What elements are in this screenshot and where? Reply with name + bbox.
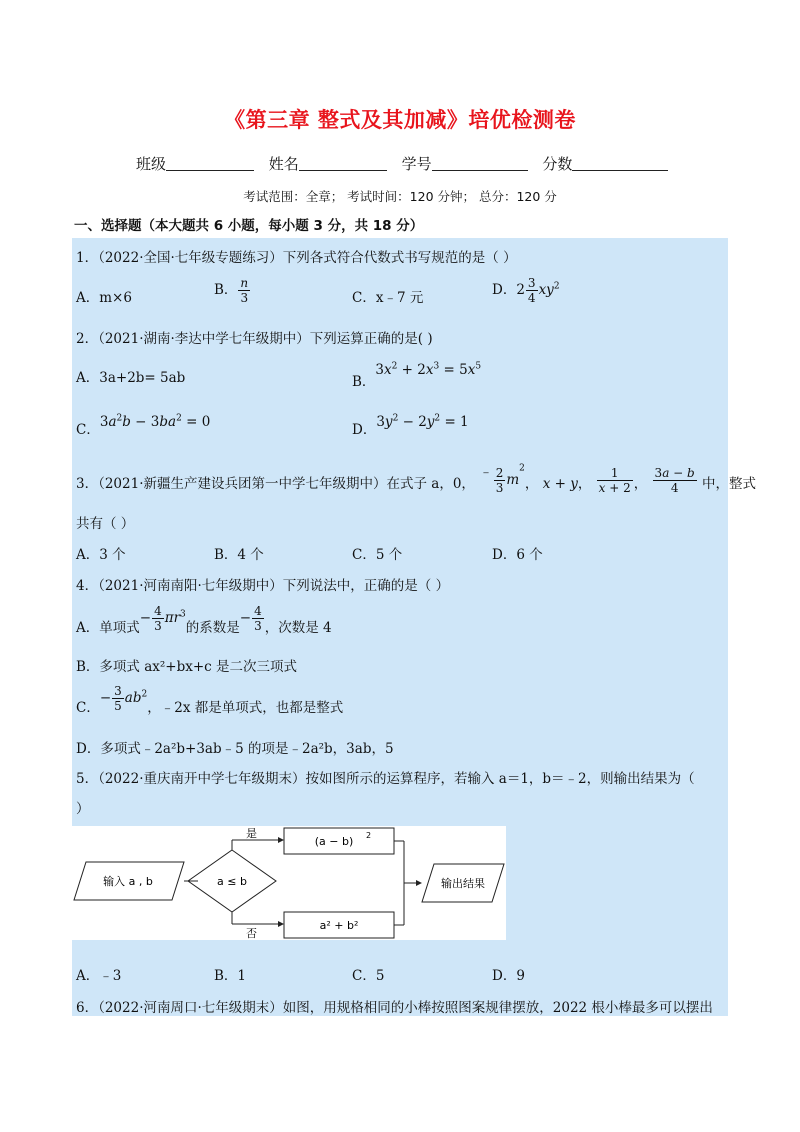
student-info-line xyxy=(136,153,678,174)
q4-option-c: C．− $\frac{3}{5}$ $ab^2$，﹣2x 都是单项式，也都是整式 xyxy=(76,684,344,716)
input-label: 输入 a , b xyxy=(103,875,153,888)
name-blank xyxy=(299,154,387,171)
no-box-label: a² + b² xyxy=(319,919,359,932)
q5-stem: 5．（2022·重庆南开中学七年级期末）按如图所示的运算程序，若输入 a＝1，b＝﹣2，则输出结果为（ xyxy=(76,771,695,787)
q1-option-b: B． $\frac{n}{3}$ xyxy=(214,276,249,305)
q5-stem-line2: ） xyxy=(76,801,90,817)
q1-option-c: C．x﹣7 元 xyxy=(352,290,424,306)
q1-option-a: A．m×6 xyxy=(76,290,132,306)
yes-label: 是 xyxy=(246,827,257,840)
class-blank xyxy=(166,154,254,171)
q5-option-c: C．5 xyxy=(352,968,385,984)
q4-option-d: D．多项式﹣2a²b+3ab﹣5 的项是﹣2a²b，3ab，5 xyxy=(76,741,394,757)
q3-option-a: A．3 个 xyxy=(76,547,126,563)
q3-stem-line2: 共有（ ） xyxy=(76,516,135,532)
condition-label: a ≤ b xyxy=(217,875,247,888)
q6-stem: 6．（2022·河南周口·七年级期末）如图，用规格相同的小棒按照图案规律摆放，2022 根小棒最多可以摆出 xyxy=(76,1000,713,1016)
q4-option-a: A．单项式− $\frac{4}{3}$ $\pi r^3$的系数是− $\frac{4}{3}$ ，次数是 4 xyxy=(76,604,332,636)
q3-option-d: D．6 个 xyxy=(492,547,543,563)
output-label: 输出结果 xyxy=(441,877,485,890)
flowchart xyxy=(72,826,506,940)
class-label: 班级 xyxy=(136,155,167,173)
q2-stem: 2．（2021·湖南·李达中学七年级期中）下列运算正确的是( ) xyxy=(76,331,433,347)
yes-box-label: (a − b) xyxy=(314,835,354,848)
section-heading: 一、选择题（本大题共 6 小题，每小题 3 分，共 18 分） xyxy=(74,218,424,234)
q2-option-b: B．$3x^2 + 2x^3 = 5x^5$ xyxy=(352,361,482,390)
exam-meta: 考试范围：全章； 考试时间：120 分钟； 总分：120 分 xyxy=(243,189,557,204)
name-label: 姓名 xyxy=(268,155,299,173)
q5-option-b: B．1 xyxy=(214,968,247,984)
q5-option-d: D．9 xyxy=(492,968,525,984)
q3-option-b: B．4 个 xyxy=(214,547,264,563)
id-label: 学号 xyxy=(401,155,432,173)
svg-text:2: 2 xyxy=(366,831,372,840)
id-blank xyxy=(432,154,528,171)
q5-option-a: A．﹣3 xyxy=(76,968,122,984)
q2-option-a: A．3a+2b= 5ab xyxy=(76,370,186,386)
q3-stem: 3．（2021·新疆生产建设兵团第一中学七年级期中）在式子 a，0， ﹣ $\frac{2}{3}$ $m^2$， x + y， $\frac{1}{x + 2}$ ， $\frac{3a - b}{4}$ 中，整式 xyxy=(76,463,757,495)
q1-stem: 1．（2022·全国·七年级专题练习）下列各式符合代数式书写规范的是（ ） xyxy=(76,250,517,266)
q3-option-c: C．5 个 xyxy=(352,547,403,563)
score-label: 分数 xyxy=(542,155,573,173)
q2-option-d: D．$3y^2 - 2y^2 = 1$ xyxy=(352,413,469,438)
q2-option-c: C．$3a^2b - 3ba^2 = 0$ xyxy=(76,413,211,438)
q4-option-b: B．多项式 ax²+bx+c 是二次三项式 xyxy=(76,659,298,675)
flowchart-diagram xyxy=(72,826,506,940)
score-blank xyxy=(572,154,668,171)
no-label: 否 xyxy=(246,927,257,940)
page-title: 《第三章 整式及其加减》培优检测卷 xyxy=(224,108,576,132)
q4-stem: 4．（2021·河南南阳·七年级期中）下列说法中，正确的是（ ） xyxy=(76,578,450,594)
q1-option-d: D．2 $\frac{3}{4}$ $xy^2$ xyxy=(492,276,560,305)
